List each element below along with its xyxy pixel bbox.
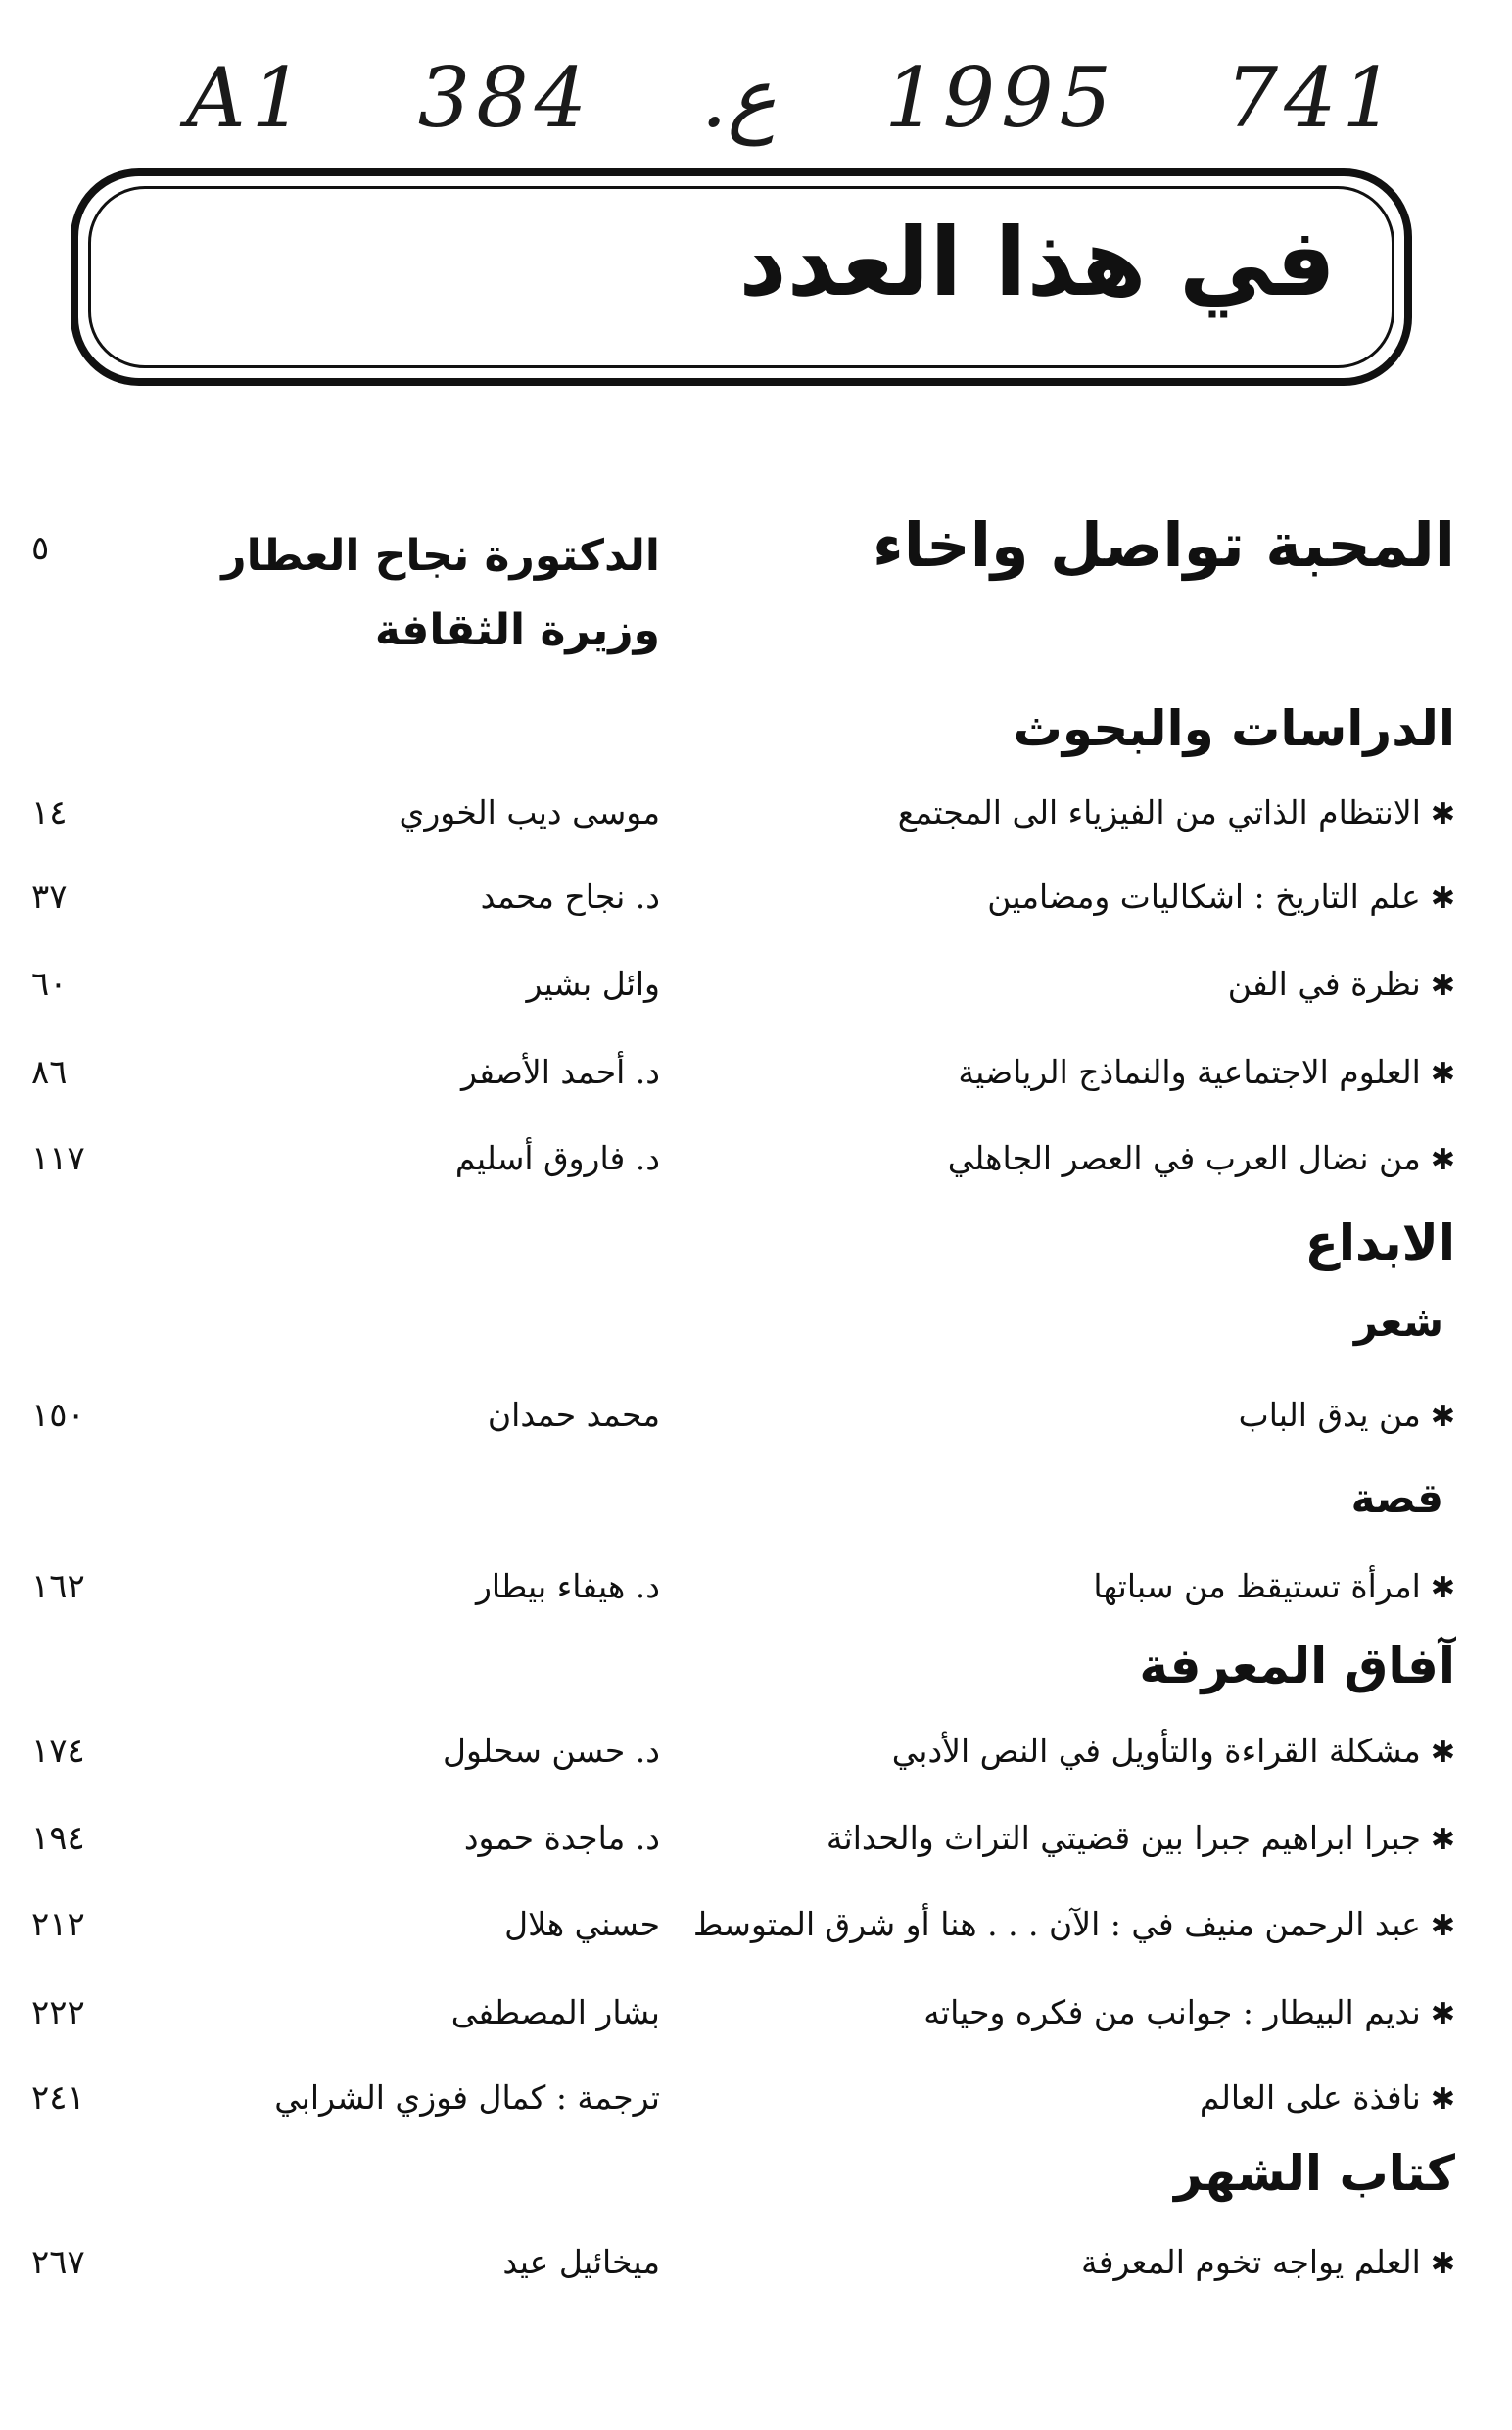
section-heading-creativity: الابداع (1304, 1215, 1455, 1271)
entry-title (958, 1053, 1455, 1091)
entry-page: ١٦٢ (31, 1567, 85, 1606)
bullet-asterisk-icon: ✱ (1430, 1823, 1455, 1857)
bullet-asterisk-icon: ✱ (1430, 1909, 1455, 1943)
entry-page: ٣٧ (31, 878, 68, 917)
entry-author: د. ماجدة حمود (463, 1819, 660, 1857)
entry-page: ٢٦٧ (31, 2243, 85, 2282)
entry-author: حسني هلال (504, 1905, 660, 1943)
catalog-code-part: 741 (1225, 50, 1400, 146)
entry-title (1200, 2078, 1455, 2117)
entry-title (1081, 2243, 1455, 2281)
entry-page: ١٩٤ (31, 1819, 85, 1858)
entry-page: ١٤ (31, 793, 68, 833)
bullet-asterisk-icon: ✱ (1430, 1571, 1455, 1605)
entry-title-text: نافذة على العالم (1199, 2078, 1421, 2117)
entry-title (827, 1819, 1455, 1857)
lead-article-page: ٥ (31, 529, 50, 568)
entry-title-text: الانتظام الذاتي من الفيزياء الى المجتمع (897, 793, 1421, 832)
entry-author: ميخائيل عيد (502, 2243, 660, 2281)
entry-title-text: العلوم الاجتماعية والنماذج الرياضية (958, 1053, 1421, 1091)
bullet-asterisk-icon: ✱ (1430, 2082, 1455, 2117)
catalog-code-part: 1995 (884, 50, 1117, 146)
entry-page: ١٥٠ (31, 1396, 85, 1435)
entry-page: ٢٤١ (31, 2078, 85, 2118)
entry-title (1239, 1396, 1455, 1434)
entry-title (987, 878, 1455, 916)
entry-author: بشار المصطفى (450, 1993, 660, 2031)
subsection-heading-poetry: شعر (1353, 1298, 1443, 1346)
catalog-code-part: A1 (186, 50, 310, 146)
entry-author: د. نجاح محمد (480, 878, 660, 916)
bullet-asterisk-icon: ✱ (1430, 1736, 1455, 1770)
entry-title (892, 1732, 1455, 1770)
entry-title-text: العلم يواجه تخوم المعرفة (1081, 2243, 1421, 2281)
bullet-asterisk-icon: ✱ (1430, 797, 1455, 832)
entry-page: ٢١٢ (31, 1905, 85, 1944)
entry-author: د. فاروق أسليم (454, 1139, 660, 1177)
entry-author: موسى ديب الخوري (399, 793, 660, 832)
entry-author: محمد حمدان (487, 1396, 660, 1434)
entry-author: ترجمة : كمال فوزي الشرابي (274, 2078, 660, 2117)
entry-title-text: جبرا ابراهيم جبرا بين قضيتي التراث والحداثة (826, 1819, 1421, 1857)
lead-author-name: الدكتورة نجاح العطار (221, 531, 660, 581)
entry-author: د. هيفاء بيطار (476, 1567, 660, 1605)
entry-title (1228, 965, 1455, 1003)
entry-title (923, 1993, 1455, 2031)
section-heading-studies: الدراسات والبحوث (1013, 700, 1455, 757)
entry-title-text: علم التاريخ : اشكاليات ومضامين (987, 878, 1421, 916)
entry-author: د. حسن سحلول (442, 1732, 660, 1770)
entry-title (948, 1139, 1455, 1177)
entry-page: ١٧٤ (31, 1732, 85, 1771)
bullet-asterisk-icon: ✱ (1430, 881, 1455, 916)
lead-author-role: وزيرة الثقافة (374, 605, 660, 655)
lead-article-author (221, 519, 660, 668)
page-title: في هذا العدد (738, 208, 1336, 317)
entry-title-text: عبد الرحمن منيف في : الآن . . . هنا أو شرق المتوسط (692, 1905, 1421, 1943)
bullet-asterisk-icon: ✱ (1430, 1143, 1455, 1177)
entry-page: ٨٦ (31, 1053, 68, 1092)
bullet-asterisk-icon: ✱ (1430, 1057, 1455, 1091)
entry-title (1093, 1567, 1455, 1605)
entry-page: ٢٢٢ (31, 1993, 85, 2032)
entry-author: د. أحمد الأصفر (460, 1053, 660, 1091)
entry-title-text: من يدق الباب (1238, 1396, 1421, 1434)
entry-title-text: نديم البيطار : جوانب من فكره وحياته (923, 1993, 1421, 2031)
bullet-asterisk-icon: ✱ (1430, 969, 1455, 1003)
entry-title (898, 793, 1455, 832)
catalog-code-part: .ع (700, 50, 777, 146)
entry-title-text: امرأة تستيقظ من سباتها (1093, 1567, 1421, 1605)
entry-author: وائل بشير (526, 965, 660, 1003)
entry-title-text: نظرة في الفن (1227, 965, 1421, 1003)
subsection-heading-story: قصة (1350, 1474, 1443, 1522)
entry-title (693, 1905, 1455, 1943)
entry-page: ١١٧ (31, 1139, 85, 1178)
entry-title-text: من نضال العرب في العصر الجاهلي (947, 1139, 1421, 1177)
bullet-asterisk-icon: ✱ (1430, 2247, 1455, 2281)
entry-page: ٦٠ (31, 965, 68, 1004)
lead-article-title: المحبة تواصل واخاء (873, 509, 1455, 581)
catalog-code-part: 384 (417, 50, 593, 146)
bullet-asterisk-icon: ✱ (1430, 1997, 1455, 2031)
section-heading-knowledge: آفاق المعرفة (1139, 1638, 1455, 1694)
section-heading-book: كتاب الشهر (1174, 2145, 1455, 2202)
entry-title-text: مشكلة القراءة والتأويل في النص الأدبي (891, 1732, 1421, 1770)
bullet-asterisk-icon: ✱ (1430, 1400, 1455, 1434)
